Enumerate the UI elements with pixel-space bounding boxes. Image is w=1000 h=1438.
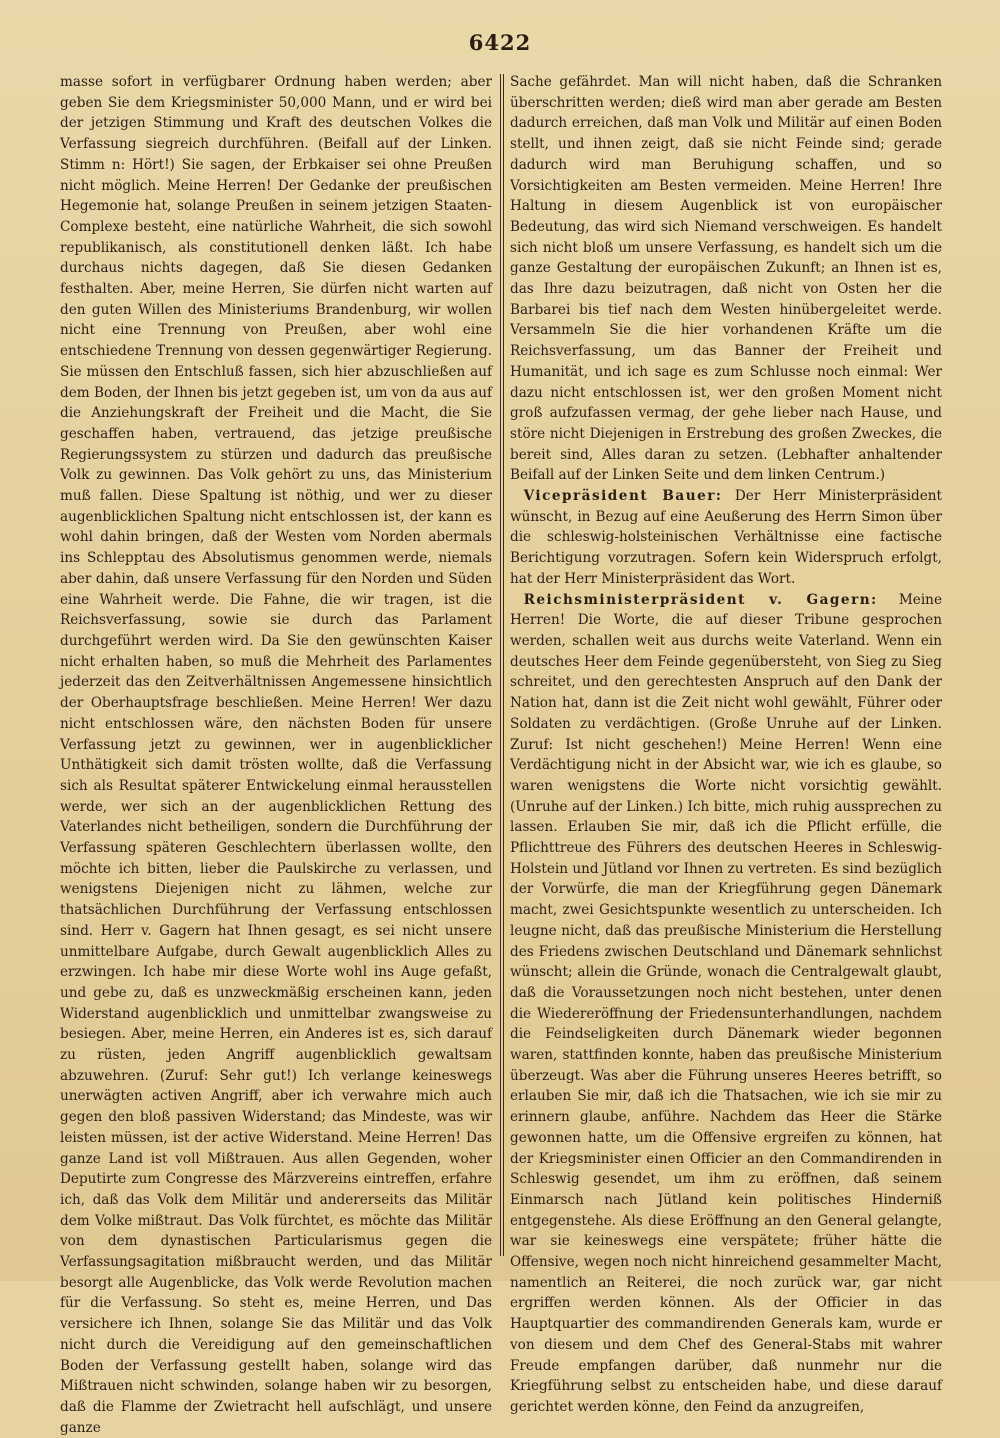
- right-column: [510, 72, 942, 1415]
- right-paragraph-3: [510, 590, 942, 1418]
- column-divider: [500, 74, 501, 1256]
- speech-bauer-text: Der Herr Ministerpräsident wünscht, in Bezug auf eine Aeußerung des Herrn Simon über die schleswig-holsteinischen Verhältnisse eine factische Berichtigung vorzutragen. Sofern kein Widerspruch erfolgt, hat der Herr Ministerpräsident das Wort.: [510, 488, 942, 587]
- speaker-vicepraesident-bauer: Vicepräsident Bauer:: [523, 488, 723, 505]
- left-column: [60, 72, 492, 1436]
- left-column-text: masse sofort in verfügbarer Ordnung haben werden; aber geben Sie dem Kriegsminister 50,000 Mann, und er wird bei der jetzigen Stimmung und Kraft des deutschen Volkes die Verfassung siegreich durchführen. (Beifall auf der Linken. Stimm n: Hört!) Sie sagen, der Erbkaiser sei ohne Preußen nicht möglich. Meine Herren! Der Gedanke der preußischen Hegemonie hat, solange Preußen in seinem jetzigen Staaten-Complexe besteht, eine natürliche Wahrheit, die sich sowohl republikanisch, als constitutionell denken läßt. Ich habe durchaus nichts dagegen, daß Sie diesen Gedanken festhalten. Aber, meine Herren, Sie dürfen nicht warten auf den guten Willen des Ministeriums Brandenburg, wir wollen nicht eine Trennung von Preußen, aber wohl eine entschiedene Trennung von dessen gegenwärtiger Regierung. Sie müssen den Entschluß fassen, sich hier abzuschließen auf dem Boden, der Ihnen bis jetzt gegeben ist, um von da aus auf die Anziehungskraft der Freiheit und die Macht, die Sie geschaffen haben, vertrauend, das jetzige preußische Regierungssystem zu stürzen und dadurch das preußische Volk zu gewinnen. Das Volk gehört zu uns, das Ministerium muß fallen. Diese Spaltung ist nöthig, und wer zu dieser augenblicklichen Spaltung nicht entschlossen ist, der kann es wohl dahin bringen, daß der Westen vom Norden abermals ins Schlepptau des Absolutismus genommen werde, niemals aber dahin, daß unsere Verfassung für den Norden und Süden eine Wahrheit werde. Die Fahne, die wir tragen, ist die Reichsverfassung, sowie sie durch das Parlament durchgeführt werden wird. Da Sie den gewünschten Kaiser nicht erhalten haben, so muß die Mehrheit des Parlamentes jederzeit das den Zeitverhältnissen Angemessene hinsichtlich der Oberhauptsfrage beschließen. Meine Herren! Wer dazu nicht entschlossen wäre, den nächsten Boden für unsere Verfassung jetzt zu gewinnen, wer in augenblicklicher Unthätigkeit sich damit trösten wollte, daß die Verfassung sich als Resultat späterer Entwickelung einmal herausstellen werde, wer sich an der augenblicklichen Rettung des Vaterlandes nicht betheiligen, sondern die Durchführung der Verfassung späteren Geschlechtern überlassen wollte, den möchte ich bitten, lieber die Paulskirche zu verlassen, und wenigstens Diejenigen nicht zu lähmen, welche zur thatsächlichen Durchführung der Verfassung entschlossen sind. Herr v. Gagern hat Ihnen gesagt, es sei nicht unsere unmittelbare Aufgabe, durch Gewalt augenblicklich Alles zu erzwingen. Ich habe mir diese Worte wohl ins Auge gefaßt, und gebe zu, daß es unzweckmäßig erscheinen kann, jeden Widerstand augenblicklich und unmittelbar zwangsweise zu besiegen. Aber, meine Herren, ein Anderes ist es, sich darauf zu rüsten, jeden Angriff augenblicklich gewaltsam abzuwehren. (Zuruf: Sehr gut!) Ich verlange keineswegs unerwägten activen Angriff, aber ich verwahre mich auch gegen den bloß passiven Widerstand; das Mindeste, was wir leisten müssen, ist der active Widerstand. Meine Herren! Das ganze Land ist voll Mißtrauen. Aus allen Gegenden, woher Deputirte zum Congresse des Märzvereins eintreffen, erfahre ich, daß das Volk dem Militär und andererseits das Militär dem Volke mißtraut. Das Volk fürchtet, es möchte das Militär von dem dynastischen Particularismus gegen die Verfassungsagitation mißbraucht werden, und das Militär besorgt alle Augenblicke, das Volk werde Revolution machen für die Verfassung. So steht es, meine Herren, und Das versichere ich Ihnen, solange Sie das Militär und das Volk nicht durch die Vereidigung auf den gemeinschaftlichen Boden der Verfassung gestellt haben, solange wird das Mißtrauen nicht schwinden, solange haben wir zu besorgen, daß die Flamme der Zwietracht hell aufschlägt, und unsere ganze: [60, 74, 492, 1436]
- right-paragraph-2: [510, 486, 942, 590]
- speaker-gagern: Reichsministerpräsident v. Gagern:: [523, 591, 878, 608]
- page-number: 6422: [468, 30, 532, 55]
- right-paragraph-1: Sache gefährdet. Man will nicht haben, daß die Schranken überschritten werden; dieß wird man aber gerade am Besten dadurch erreichen, daß man Volk und Militär auf einen Boden stellt, und ihnen zeigt, daß sie nicht Feinde sind; gerade dadurch wird man Beruhigung schaffen, und so Vorsichtigkeiten am Besten vermeiden. Meine Herren! Ihre Haltung in diesem Augenblick ist von europäischer Bedeutung, das wird sich Niemand verschweigen. Es handelt sich nicht bloß um unsere Verfassung, es handelt sich um die ganze Gestaltung der europäischen Zukunft; an Ihnen ist es, das Ihre dazu beizutragen, daß nicht von Osten her die Barbarei bis tief nach dem Westen hinübergeleitet werde. Versammeln Sie die hier vorhandenen Kräfte um die Reichsverfassung, um das Banner der Freiheit und Humanität, und ich sage es zum Schlusse noch einmal: Wer dazu nicht entschlossen ist, wer den großen Moment nicht groß aufzufassen vermag, der gehe lieber nach Hause, und störe nicht Diejenigen in Erstrebung des großen Zweckes, die bereit sind, Alles daran zu setzen. (Lebhafter anhaltender Beifall auf der Linken Seite und dem linken Centrum.): [510, 74, 942, 484]
- speech-gagern-text: Meine Herren! Die Worte, die auf dieser Tribune gesprochen werden, schallen weit aus durchs weite Vaterland. Wenn ein deutsches Heer dem Feinde gegenübersteht, von Sieg zu Sieg schreitet, und den gerechtesten Anspruch auf den Dank der Nation hat, dann ist die Zeit nicht wohl gewählt, Führer oder Soldaten zu verdächtigen. (Große Unruhe auf der Linken. Zuruf: Ist nicht geschehen!) Meine Herren! Wenn eine Verdächtigung nicht in der Absicht war, wie ich es glaube, so waren wenigstens die Worte nicht vorsichtig gewählt. (Unruhe auf der Linken.) Ich bitte, mich ruhig aussprechen zu lassen. Erlauben Sie mir, daß ich die Pflicht erfülle, die Pflichttreue des Führers des deutschen Heeres in Schleswig-Holstein und Jütland vor Ihnen zu vertreten. Es sind bezüglich der Vorwürfe, die man der Kriegführung gegen Dänemark macht, zwei Gesichtspunkte wesentlich zu unterscheiden. Ich leugne nicht, daß das preußische Ministerium die Herstellung des Friedens zwischen Deutschland und Dänemark sehnlichst wünscht; allein die Gründe, wonach die Centralgewalt glaubt, daß die Voraussetzungen noch nicht bestehen, unter denen die Wiedereröffnung der Friedensunterhandlungen, nachdem die Feindseligkeiten durch Dänemark wieder begonnen waren, stattfinden konnte, haben das preußische Ministerium überzeugt. Was aber die Führung unseres Heeres betrifft, so erlauben Sie mir, daß ich die Thatsachen, wie ich sie mir zu erinnern glaube, anführe. Nachdem das Heer die Stärke gewonnen hatte, um die Offensive ergreifen zu können, hat der Kriegsminister einen Officier an den Commandirenden in Schleswig gesendet, um ihm zu eröffnen, daß seinem Einmarsch nach Jütland kein politisches Hinderniß entgegenstehe. Als diese Eröffnung an den General gelangte, war sie keineswegs eine verspätete; früher hätte die Offensive, wegen noch nicht hinreichend gesammelter Macht, namentlich an Reiterei, die noch zurück war, gar nicht ergriffen werden können. Als der Officier in das Hauptquartier des commandirenden Generals kam, wurde er von diesem und dem Chef des General-Stabs mit wahrer Freude empfangen darüber, daß nunmehr nur die Kriegführung selbst zu entscheiden habe, und diese darauf gerichtet werden könne, den Feind da anzugreifen,: [510, 591, 942, 1415]
